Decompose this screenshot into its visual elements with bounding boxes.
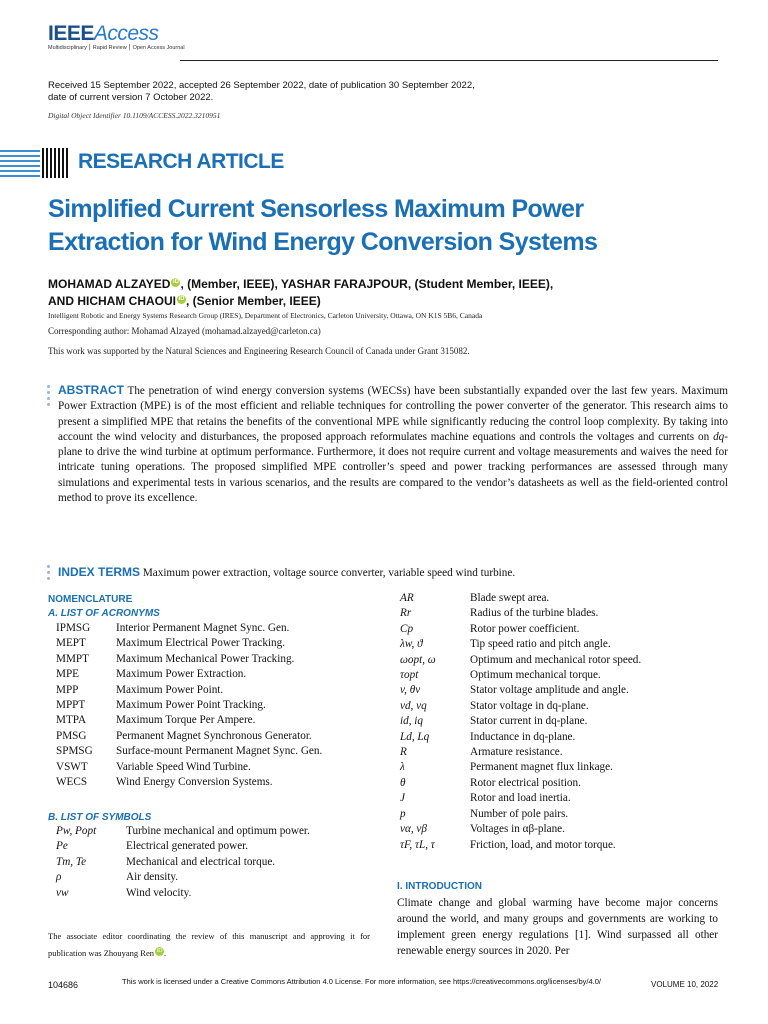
term: vw <box>56 886 69 899</box>
term: Ld, Lq <box>400 730 430 743</box>
abstract-label: ABSTRACT <box>58 383 124 397</box>
list-item <box>56 729 376 744</box>
term-description: Rotor electrical position. <box>470 776 581 789</box>
term: Cp <box>400 622 414 635</box>
list-item <box>400 699 720 714</box>
list-item <box>56 636 376 651</box>
list-item <box>56 652 376 667</box>
header-divider <box>180 60 718 61</box>
abstract-text-2: -plane to drive the wind turbine at optimum performance. Furthermore, it does not require current and voltage measurements and waives the need for intricate tuning operations. The proposed simplified MPE controller’s speed and power tracking performances are assessed through many simulations and experimental tests in various scenarios, and the results are compared to the vendor’s datasheets as well as the field-oriented control method to prove its excellence. <box>58 430 728 505</box>
current-version-line: date of current version 7 October 2022. <box>48 92 214 103</box>
title-line-1: Simplified Current Sensorless Maximum Power <box>48 195 584 223</box>
term-description: Rotor and load inertia. <box>470 792 571 805</box>
term: p <box>400 807 406 820</box>
symbols-heading: B. LIST OF SYMBOLS <box>48 812 152 823</box>
license-note: This work is licensed under a Creative Commons Attribution 4.0 License. For more information, see https://creativecommons.org/licenses/by/4.0/ <box>122 977 601 986</box>
paper-title <box>48 193 728 259</box>
term: PMSG <box>56 729 87 742</box>
term-description: Electrical generated power. <box>126 840 249 853</box>
list-item <box>400 807 720 822</box>
author-3-role: , (Senior Member, IEEE) <box>186 294 321 308</box>
abstract <box>58 383 728 506</box>
editor-footnote: The associate editor coordinating the review of this manuscript and approving it for publication was Zhouyang Ren iD . <box>48 931 370 958</box>
symbol-list-left <box>56 824 376 901</box>
list-item <box>400 668 720 683</box>
index-terms <box>58 565 728 579</box>
term-description: Interior Permanent Magnet Sync. Gen. <box>116 622 290 634</box>
list-item <box>56 886 376 901</box>
term-description: Stator voltage amplitude and angle. <box>470 684 629 697</box>
list-item <box>400 591 720 606</box>
term: Pw, Popt <box>56 825 97 837</box>
author-1-role: , (Member, IEEE), YASHAR FARAJPOUR, (Student Member, IEEE), <box>180 277 554 291</box>
term: θ <box>400 776 406 789</box>
article-type-bars-icon <box>0 147 70 179</box>
orcid-icon[interactable]: iD <box>172 279 179 285</box>
list-item <box>400 730 720 745</box>
term: MPP <box>56 683 79 696</box>
list-item <box>56 667 376 682</box>
term: SPMSG <box>56 745 93 758</box>
funding-statement: This work was supported by the Natural Sciences and Engineering Research Council of Canada under Grant 315082. <box>48 346 470 356</box>
term-description: Blade swept area. <box>470 592 550 604</box>
term: MTPA <box>56 714 87 727</box>
term-description: Wind velocity. <box>126 886 192 899</box>
term: AR <box>400 592 414 604</box>
term: MPE <box>56 668 80 681</box>
nomenclature-heading: NOMENCLATURE <box>48 594 133 605</box>
acronym-list <box>56 621 376 790</box>
term: ωopt, ω <box>400 653 436 666</box>
author-1: MOHAMAD ALZAYED <box>48 277 171 291</box>
term-description: Rotor power coefficient. <box>470 622 580 635</box>
list-item <box>56 839 376 854</box>
list-item <box>400 714 720 729</box>
term: MMPT <box>56 652 89 665</box>
term-description: Radius of the turbine blades. <box>470 607 599 620</box>
list-item <box>400 776 720 791</box>
list-item <box>56 870 376 885</box>
term-description: Permanent Magnet Synchronous Generator. <box>116 729 312 742</box>
received-dates <box>48 80 508 104</box>
index-terms-text: Maximum power extraction, voltage source converter, variable speed wind turbine. <box>142 567 516 579</box>
list-item <box>400 653 720 668</box>
term: id, iq <box>400 715 423 728</box>
list-item <box>56 775 376 790</box>
term-description: Stator voltage in dq-plane. <box>470 699 589 712</box>
corresponding-author: Corresponding author: Mohamad Alzayed (mohamad.alzayed@carleton.ca) <box>48 326 321 336</box>
list-item <box>400 637 720 652</box>
term: VSWT <box>56 760 88 773</box>
term: ρ <box>56 871 62 884</box>
author-3: AND HICHAM CHAOUI <box>48 294 176 308</box>
article-type: RESEARCH ARTICLE <box>78 150 284 173</box>
orcid-icon[interactable]: iD <box>178 296 185 302</box>
term-description: Surface-mount Permanent Magnet Sync. Gen. <box>116 745 323 758</box>
term-description: Inductance in dq-plane. <box>470 730 576 743</box>
term-description: Mechanical and electrical torque. <box>126 855 276 868</box>
term: τopt <box>400 669 419 682</box>
introduction-heading: I. INTRODUCTION <box>397 881 482 892</box>
term: IPMSG <box>56 622 91 634</box>
term-description: Variable Speed Wind Turbine. <box>116 760 251 773</box>
term-description: Maximum Power Extraction. <box>116 668 247 681</box>
index-terms-label: INDEX TERMS <box>58 565 141 579</box>
symbol-list-right <box>400 591 720 853</box>
term-description: Armature resistance. <box>470 746 563 759</box>
received-line: Received 15 September 2022, accepted 26 September 2022, date of publication 30 September 2022, <box>48 80 475 91</box>
term-description: Maximum Power Point. <box>116 683 224 696</box>
list-item <box>400 838 720 853</box>
orcid-icon[interactable]: iD <box>156 948 163 955</box>
term: λw, ϑ <box>400 638 423 651</box>
doi: Digital Object Identifier 10.1109/ACCESS.2022.3210951 <box>48 111 221 120</box>
term-description: Tip speed ratio and pitch angle. <box>470 638 611 651</box>
index-dots-icon <box>47 565 51 583</box>
term-description: Turbine mechanical and optimum power. <box>126 825 310 837</box>
journal-logo <box>48 22 159 46</box>
page-number: 104686 <box>48 980 79 990</box>
list-item <box>400 745 720 760</box>
list-item <box>56 698 376 713</box>
list-item <box>56 855 376 870</box>
term-description: Wind Energy Conversion Systems. <box>116 776 273 789</box>
introduction-text: Climate change and global warming have become major concerns around the world, and many groups and governments are working to implement green energy regulations [1]. Wind surpassed all other renewable energy sources in 2020. Per <box>397 897 718 957</box>
list-item <box>400 791 720 806</box>
logo-ieee-text: IEEE <box>48 22 94 45</box>
logo-access-text: Access <box>93 22 159 45</box>
list-item <box>56 760 376 775</box>
term: Tm, Te <box>56 855 87 868</box>
term-description: Friction, load, and motor torque. <box>470 838 616 851</box>
term: J <box>400 792 405 805</box>
volume-info: VOLUME 10, 2022 <box>651 980 719 989</box>
term: R <box>400 746 407 759</box>
footnote-text: The associate editor coordinating the review of this manuscript and approving it for publication was Zhouyang Ren <box>48 931 370 958</box>
abstract-text-italic: dq <box>713 430 725 443</box>
term-description: Number of pole pairs. <box>470 807 569 820</box>
list-item <box>56 744 376 759</box>
term: MEPT <box>56 637 86 650</box>
term-description: Air density. <box>126 871 179 884</box>
term-description: Maximum Electrical Power Tracking. <box>116 637 286 650</box>
term: τF, τL, τ <box>400 838 435 851</box>
list-item <box>400 622 720 637</box>
term: v, θv <box>400 684 421 697</box>
term-description: Maximum Torque Per Ampere. <box>116 714 256 727</box>
abstract-text-1: The penetration of wind energy conversion systems (WECSs) have been substantially expanded over the last few years. Maximum Power Extraction (MPE) is of the most efficient and reliable techniques for controlling the power converter of the generator. This research aims to present a simplified MPE that retains the benefits of the conventional MPE while significantly reducing the control loop complexity. By taking into account the wind velocity and disturbances, the proposed approach reformulates machine equations and controls the voltages and currents on <box>58 385 728 443</box>
list-item <box>400 822 720 837</box>
list-item <box>400 760 720 775</box>
term-description: Stator current in dq-plane. <box>470 715 588 728</box>
list-item <box>56 683 376 698</box>
term: WECS <box>56 776 88 789</box>
term-description: Maximum Mechanical Power Tracking. <box>116 652 295 665</box>
term: λ <box>400 761 405 774</box>
term-description: Optimum mechanical torque. <box>470 669 601 682</box>
list-item <box>56 621 376 636</box>
term: vα, vβ <box>400 823 427 836</box>
list-item <box>56 824 376 839</box>
term-description: Voltages in αβ-plane. <box>470 823 565 836</box>
abstract-dots-icon <box>47 385 51 409</box>
list-item <box>400 606 720 621</box>
author-list <box>48 276 728 310</box>
term: MPPT <box>56 699 86 712</box>
affiliation: Intelligent Robotic and Energy Systems Research Group (IRES), Department of Electronics, Carleton University, Ottawa, ON K1S 5B6, Canada <box>48 311 483 320</box>
list-item <box>56 713 376 728</box>
journal-tagline: Multidisciplinary ⎮ Rapid Review ⎮ Open Access Journal <box>48 45 185 51</box>
title-line-2: Extraction for Wind Energy Conversion Systems <box>48 228 598 256</box>
list-item <box>400 683 720 698</box>
term: vd, vq <box>400 699 427 712</box>
term: Pe <box>56 840 68 853</box>
term-description: Optimum and mechanical rotor speed. <box>470 653 642 666</box>
term-description: Maximum Power Point Tracking. <box>116 699 266 712</box>
acronyms-heading: A. LIST OF ACRONYMS <box>48 608 160 619</box>
term-description: Permanent magnet flux linkage. <box>470 761 613 774</box>
term: Rr <box>400 607 412 620</box>
